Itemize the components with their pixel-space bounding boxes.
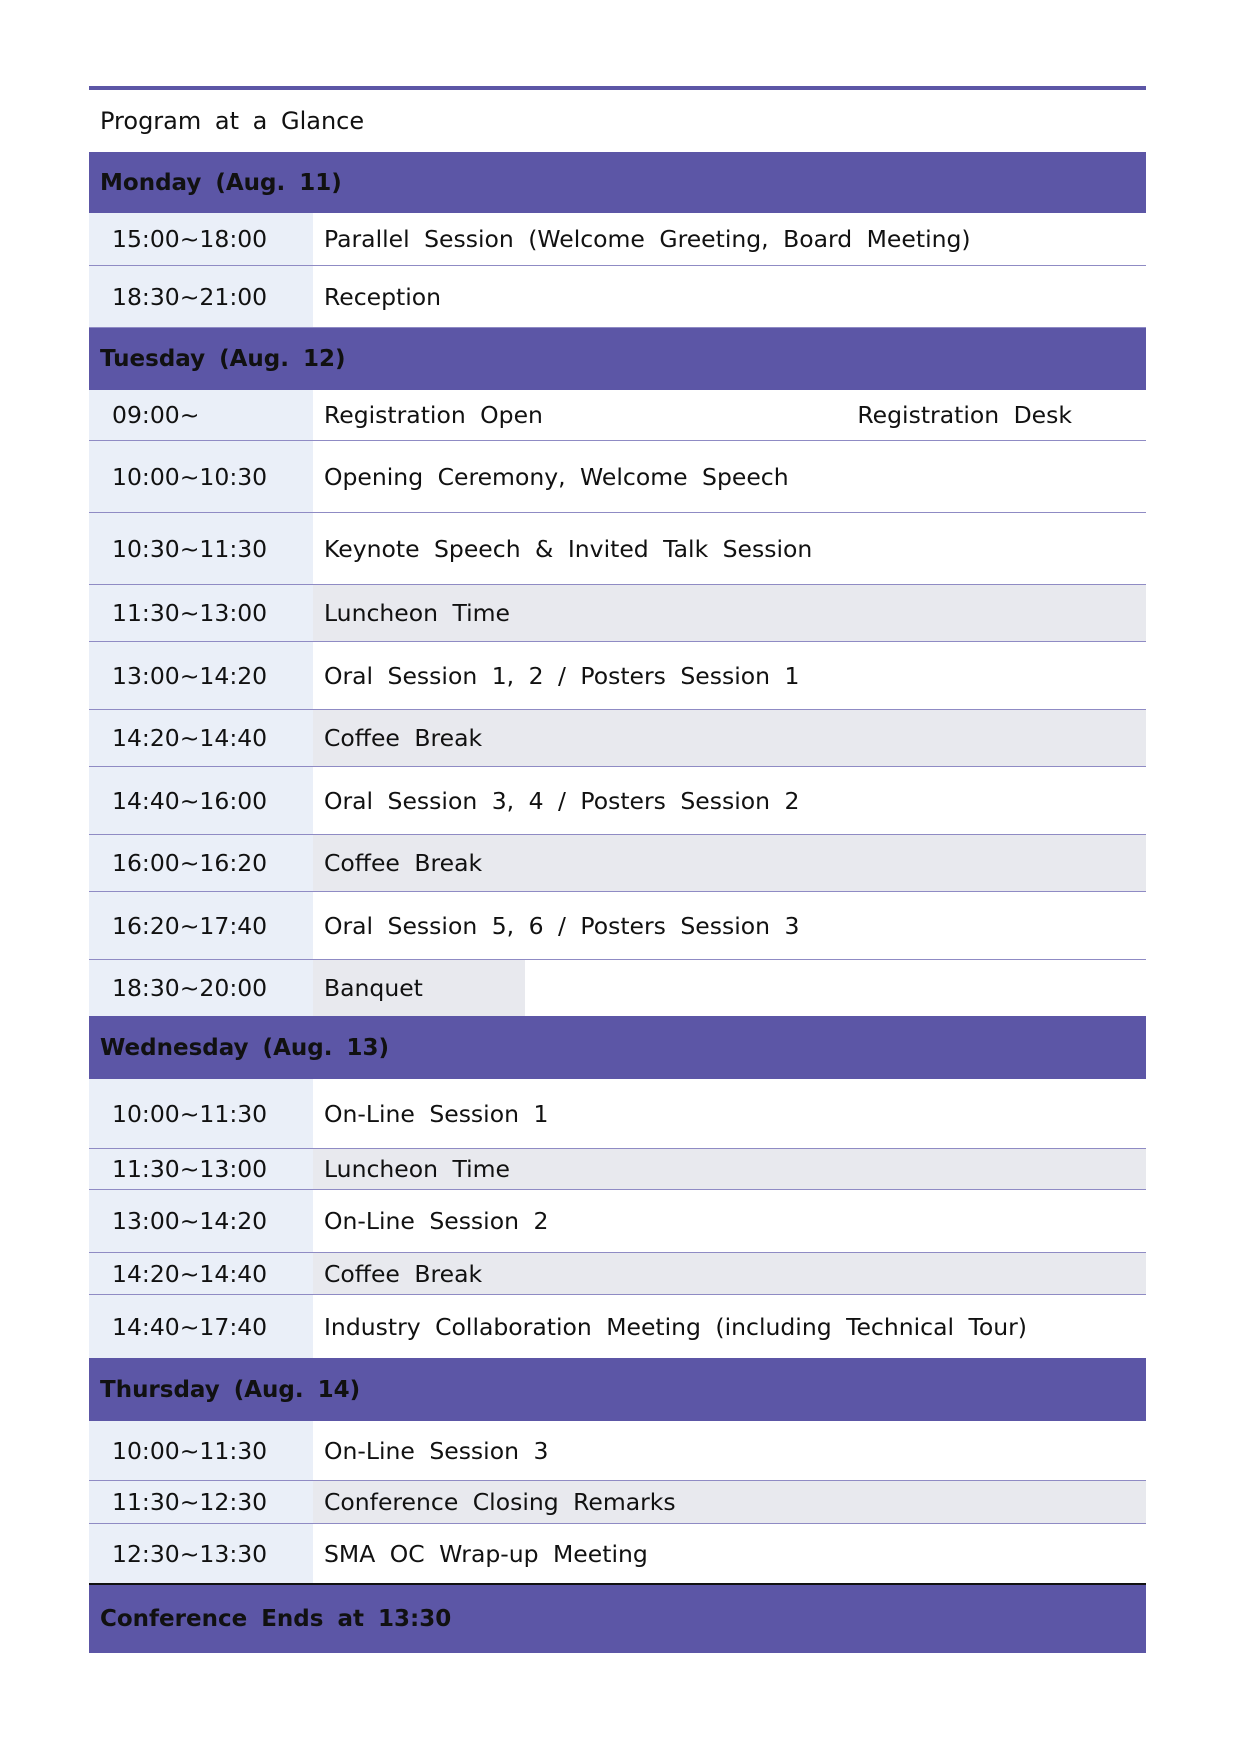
event-cell [313,585,1146,641]
event-cell [313,960,1146,1016]
event-label: Parallel Session (Welcome Greeting, Board Meeting) [324,225,971,253]
time-cell: 09:00~ [89,390,313,440]
event-label: Coffee Break [324,724,483,752]
event-cell [313,1295,1146,1358]
time-cell: 10:00~11:30 [89,1079,313,1148]
time-cell: 11:30~13:00 [89,1149,313,1189]
time-cell: 13:00~14:20 [89,1190,313,1252]
time-cell: 10:00~10:30 [89,441,313,512]
schedule-row [89,1079,1146,1149]
event-cell [313,1079,1146,1148]
program-sheet [89,86,1146,1653]
event-cell [313,1253,1146,1294]
time-cell: 14:40~16:00 [89,767,313,834]
event-cell [313,1481,1146,1523]
time-cell: 14:20~14:40 [89,1253,313,1294]
day-header-tuesday: Tuesday (Aug. 12) [89,328,1146,390]
event-cell [313,642,1146,709]
schedule-row [89,1481,1146,1524]
day-header-thursday: Thursday (Aug. 14) [89,1358,1146,1421]
schedule-row [89,1253,1146,1295]
schedule-row [89,1295,1146,1358]
time-cell: 14:40~17:40 [89,1295,313,1358]
time-cell: 16:20~17:40 [89,892,313,959]
event-cell [313,1190,1146,1252]
time-cell: 12:30~13:30 [89,1524,313,1583]
event-cell [313,390,1146,440]
schedule-row [89,266,1146,328]
conference-ends-banner: Conference Ends at 13:30 [89,1585,1146,1653]
event-label: Oral Session 1, 2 / Posters Session 1 [324,661,800,690]
schedule-row [89,390,1146,441]
event-cell [313,892,1146,959]
event-label: Banquet [324,974,423,1002]
event-cell [313,835,1146,891]
event-cell [313,767,1146,834]
time-cell: 15:00~18:00 [89,213,313,265]
event-cell [313,1524,1146,1583]
event-cell [313,213,1146,265]
event-cell [313,266,1146,327]
time-cell: 10:00~11:30 [89,1421,313,1480]
event-label: SMA OC Wrap-up Meeting [324,1539,648,1568]
time-cell: 18:30~21:00 [89,266,313,327]
time-cell: 13:00~14:20 [89,642,313,709]
event-label: Conference Closing Remarks [324,1488,676,1516]
event-cell [313,441,1146,512]
time-cell: 14:20~14:40 [89,710,313,766]
schedule-row [89,835,1146,892]
time-cell: 10:30~11:30 [89,513,313,584]
schedule-row [89,1149,1146,1190]
schedule-row [89,513,1146,585]
event-label: Registration Open [324,401,543,429]
event-shade [313,960,525,1016]
time-cell: 11:30~12:30 [89,1481,313,1523]
schedule-row [89,1421,1146,1481]
event-label: Oral Session 5, 6 / Posters Session 3 [324,911,800,940]
schedule-row [89,441,1146,513]
event-label: On-Line Session 1 [324,1099,549,1128]
event-label: On-Line Session 2 [324,1207,549,1235]
location-label: Registration Desk [857,401,1072,429]
event-label: Industry Collaboration Meeting (including Technical Tour) [324,1312,1027,1341]
time-cell: 18:30~20:00 [89,960,313,1016]
event-label: Opening Ceremony, Welcome Speech [324,462,789,491]
event-cell [313,513,1146,584]
time-cell: 11:30~13:00 [89,585,313,641]
schedule-row [89,767,1146,835]
event-cell [313,1421,1146,1480]
event-cell [313,710,1146,766]
schedule-row [89,960,1146,1016]
schedule-row [89,892,1146,960]
event-label: Keynote Speech & Invited Talk Session [324,534,813,563]
event-label: Reception [324,282,442,311]
event-label: Luncheon Time [324,599,510,627]
event-label: On-Line Session 3 [324,1436,549,1465]
event-label: Coffee Break [324,1259,483,1288]
schedule-row [89,1190,1146,1253]
event-label: Coffee Break [324,849,483,877]
event-label: Luncheon Time [324,1155,510,1183]
day-header-wednesday: Wednesday (Aug. 13) [89,1016,1146,1079]
time-cell: 16:00~16:20 [89,835,313,891]
page-title: Program at a Glance [100,107,365,135]
schedule-row [89,1524,1146,1585]
schedule-row [89,213,1146,266]
event-label: Oral Session 3, 4 / Posters Session 2 [324,786,800,815]
schedule-row [89,585,1146,642]
day-header-monday: Monday (Aug. 11) [89,152,1146,213]
event-cell [313,1149,1146,1189]
schedule-row [89,710,1146,767]
schedule-row [89,642,1146,710]
